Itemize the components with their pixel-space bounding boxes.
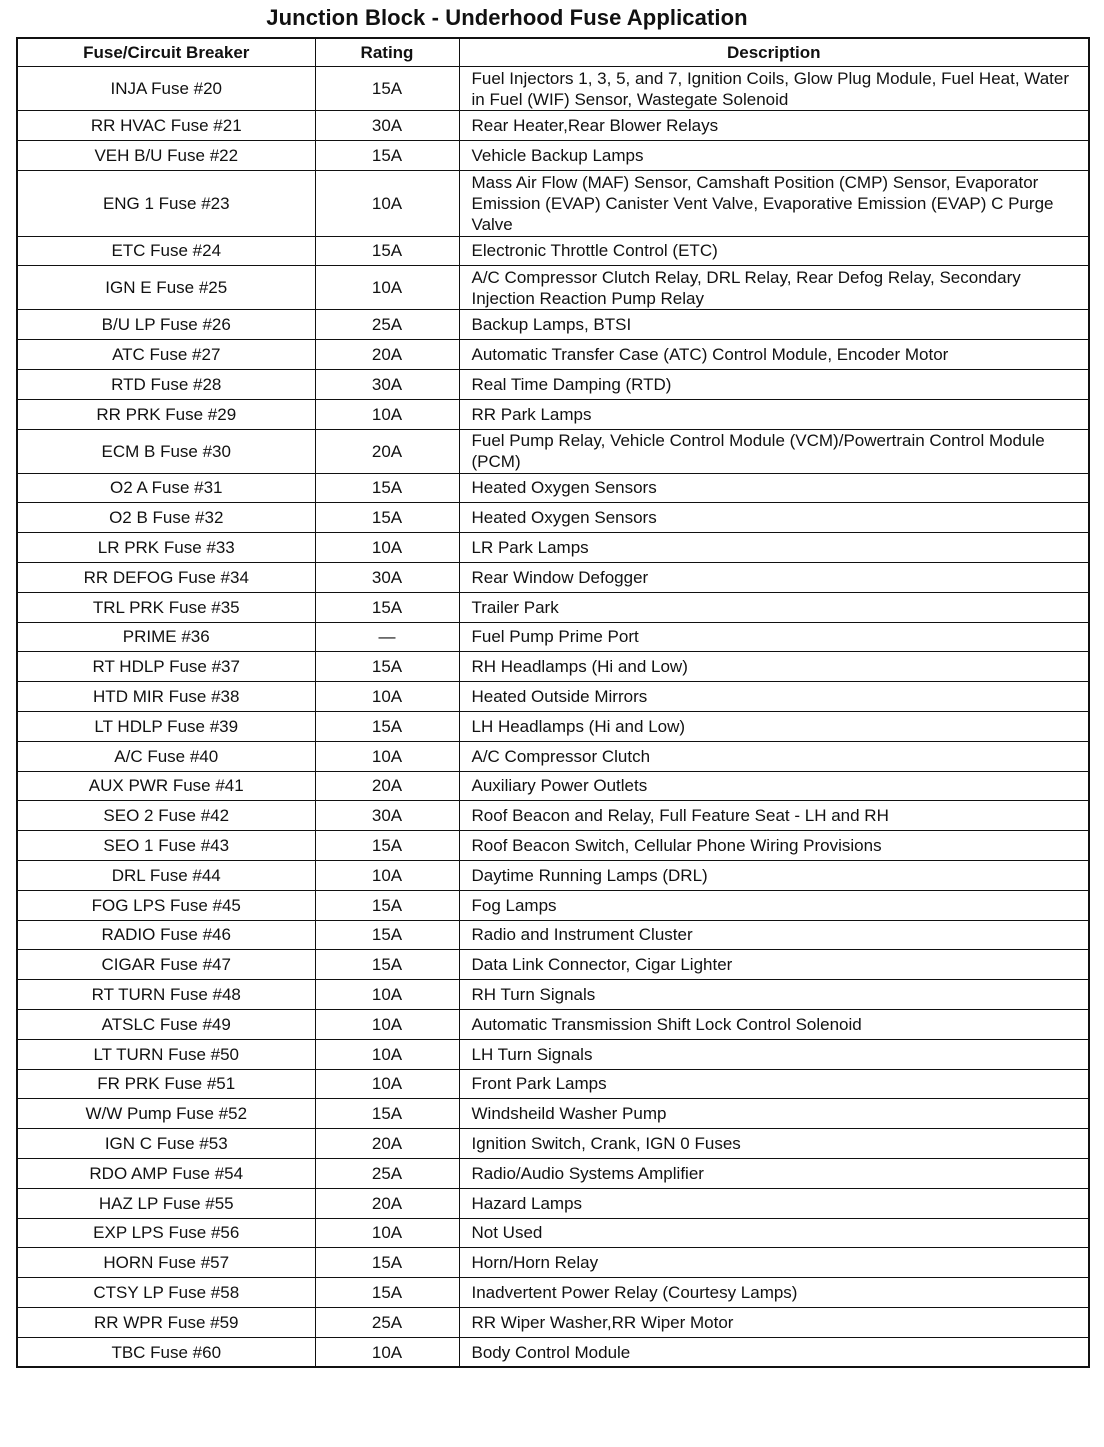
description-cell: Rear Window Defogger — [459, 562, 1089, 592]
description-cell: Fuel Pump Relay, Vehicle Control Module (VCM)/Powertrain Control Module (PCM) — [459, 429, 1089, 473]
fuse-name-cell: LT HDLP Fuse #39 — [17, 711, 315, 741]
table-row — [17, 429, 1089, 473]
table-row — [17, 67, 1089, 111]
rating-cell: 10A — [315, 399, 459, 429]
rating-cell: 10A — [315, 533, 459, 563]
description-cell: A/C Compressor Clutch — [459, 741, 1089, 771]
rating-cell: 10A — [315, 1337, 459, 1367]
fuse-name-cell: ECM B Fuse #30 — [17, 429, 315, 473]
description-cell: Horn/Horn Relay — [459, 1248, 1089, 1278]
table-row — [17, 1278, 1089, 1308]
rating-cell: 20A — [315, 1188, 459, 1218]
rating-cell: 10A — [315, 980, 459, 1010]
table-row — [17, 340, 1089, 370]
description-cell: Radio and Instrument Cluster — [459, 920, 1089, 950]
description-cell: RR Wiper Washer,RR Wiper Motor — [459, 1307, 1089, 1337]
table-header-row — [17, 38, 1089, 67]
rating-cell: 25A — [315, 1158, 459, 1188]
table-row — [17, 1099, 1089, 1129]
table-row — [17, 682, 1089, 712]
fuse-name-cell: SEO 2 Fuse #42 — [17, 801, 315, 831]
table-row — [17, 170, 1089, 236]
fuse-name-cell: INJA Fuse #20 — [17, 67, 315, 111]
description-cell: Roof Beacon Switch, Cellular Phone Wiring Provisions — [459, 831, 1089, 861]
rating-cell: 10A — [315, 266, 459, 310]
fuse-name-cell: ETC Fuse #24 — [17, 236, 315, 266]
description-cell: LH Turn Signals — [459, 1039, 1089, 1069]
table-row — [17, 1188, 1089, 1218]
table-row — [17, 622, 1089, 652]
fuse-name-cell: VEH B/U Fuse #22 — [17, 140, 315, 170]
fuse-name-cell: CIGAR Fuse #47 — [17, 950, 315, 980]
rating-cell: 10A — [315, 1218, 459, 1248]
rating-cell: 15A — [315, 503, 459, 533]
description-cell: Hazard Lamps — [459, 1188, 1089, 1218]
fuse-name-cell: PRIME #36 — [17, 622, 315, 652]
column-header-rating: Rating — [315, 38, 459, 67]
description-cell: Heated Oxygen Sensors — [459, 473, 1089, 503]
table-row — [17, 980, 1089, 1010]
table-row — [17, 236, 1089, 266]
rating-cell: 10A — [315, 741, 459, 771]
rating-cell: 15A — [315, 473, 459, 503]
rating-cell: 10A — [315, 170, 459, 236]
table-row — [17, 1009, 1089, 1039]
fuse-name-cell: B/U LP Fuse #26 — [17, 310, 315, 340]
table-row — [17, 831, 1089, 861]
fuse-name-cell: IGN E Fuse #25 — [17, 266, 315, 310]
fuse-name-cell: SEO 1 Fuse #43 — [17, 831, 315, 861]
rating-cell: 15A — [315, 67, 459, 111]
fuse-name-cell: RR PRK Fuse #29 — [17, 399, 315, 429]
rating-cell: 15A — [315, 236, 459, 266]
fuse-name-cell: FR PRK Fuse #51 — [17, 1069, 315, 1099]
description-cell: A/C Compressor Clutch Relay, DRL Relay, Rear Defog Relay, Secondary Injection Reaction Pump Relay — [459, 266, 1089, 310]
fuse-name-cell: ENG 1 Fuse #23 — [17, 170, 315, 236]
table-row — [17, 1129, 1089, 1159]
rating-cell: 15A — [315, 950, 459, 980]
description-cell: RH Headlamps (Hi and Low) — [459, 652, 1089, 682]
rating-cell: 15A — [315, 1099, 459, 1129]
rating-cell: 25A — [315, 1307, 459, 1337]
description-cell: Fog Lamps — [459, 890, 1089, 920]
rating-cell: 10A — [315, 1039, 459, 1069]
fuse-name-cell: A/C Fuse #40 — [17, 741, 315, 771]
rating-cell: 10A — [315, 860, 459, 890]
rating-cell: 15A — [315, 652, 459, 682]
rating-cell: 15A — [315, 140, 459, 170]
rating-cell: 15A — [315, 711, 459, 741]
fuse-name-cell: EXP LPS Fuse #56 — [17, 1218, 315, 1248]
table-row — [17, 592, 1089, 622]
column-header-fuse: Fuse/Circuit Breaker — [17, 38, 315, 67]
table-body — [17, 67, 1089, 1368]
rating-cell: 30A — [315, 562, 459, 592]
fuse-name-cell: IGN C Fuse #53 — [17, 1129, 315, 1159]
table-row — [17, 920, 1089, 950]
fuse-name-cell: RT TURN Fuse #48 — [17, 980, 315, 1010]
table-row — [17, 369, 1089, 399]
table-row — [17, 1307, 1089, 1337]
description-cell: Fuel Pump Prime Port — [459, 622, 1089, 652]
description-cell: Data Link Connector, Cigar Lighter — [459, 950, 1089, 980]
fuse-name-cell: RR HVAC Fuse #21 — [17, 111, 315, 141]
table-row — [17, 1218, 1089, 1248]
fuse-name-cell: DRL Fuse #44 — [17, 860, 315, 890]
table-row — [17, 111, 1089, 141]
description-cell: Vehicle Backup Lamps — [459, 140, 1089, 170]
fuse-name-cell: W/W Pump Fuse #52 — [17, 1099, 315, 1129]
column-header-description: Description — [459, 38, 1089, 67]
table-row — [17, 1158, 1089, 1188]
description-cell: Auxiliary Power Outlets — [459, 771, 1089, 801]
description-cell: Heated Oxygen Sensors — [459, 503, 1089, 533]
fuse-name-cell: LR PRK Fuse #33 — [17, 533, 315, 563]
rating-cell: 20A — [315, 429, 459, 473]
description-cell: Not Used — [459, 1218, 1089, 1248]
description-cell: Mass Air Flow (MAF) Sensor, Camshaft Position (CMP) Sensor, Evaporator Emission (EVAP) Canister Vent Valve, Evaporative Emission (EVAP) C Purge Valve — [459, 170, 1089, 236]
table-row — [17, 1069, 1089, 1099]
table-row — [17, 562, 1089, 592]
table-row — [17, 1248, 1089, 1278]
fuse-application-table — [16, 37, 1090, 1368]
fuse-name-cell: ATSLC Fuse #49 — [17, 1009, 315, 1039]
description-cell: Real Time Damping (RTD) — [459, 369, 1089, 399]
table-row — [17, 503, 1089, 533]
description-cell: Daytime Running Lamps (DRL) — [459, 860, 1089, 890]
fuse-name-cell: HAZ LP Fuse #55 — [17, 1188, 315, 1218]
fuse-name-cell: FOG LPS Fuse #45 — [17, 890, 315, 920]
fuse-name-cell: RADIO Fuse #46 — [17, 920, 315, 950]
table-row — [17, 473, 1089, 503]
rating-cell: 25A — [315, 310, 459, 340]
description-cell: Ignition Switch, Crank, IGN 0 Fuses — [459, 1129, 1089, 1159]
rating-cell: 20A — [315, 1129, 459, 1159]
table-row — [17, 890, 1089, 920]
fuse-name-cell: TBC Fuse #60 — [17, 1337, 315, 1367]
fuse-name-cell: O2 B Fuse #32 — [17, 503, 315, 533]
rating-cell: — — [315, 622, 459, 652]
table-row — [17, 140, 1089, 170]
fuse-name-cell: ATC Fuse #27 — [17, 340, 315, 370]
table-row — [17, 741, 1089, 771]
description-cell: Inadvertent Power Relay (Courtesy Lamps) — [459, 1278, 1089, 1308]
rating-cell: 15A — [315, 890, 459, 920]
fuse-name-cell: AUX PWR Fuse #41 — [17, 771, 315, 801]
rating-cell: 30A — [315, 369, 459, 399]
fuse-name-cell: RT HDLP Fuse #37 — [17, 652, 315, 682]
table-row — [17, 266, 1089, 310]
rating-cell: 15A — [315, 592, 459, 622]
rating-cell: 30A — [315, 111, 459, 141]
fuse-name-cell: RR DEFOG Fuse #34 — [17, 562, 315, 592]
description-cell: Automatic Transmission Shift Lock Control Solenoid — [459, 1009, 1089, 1039]
rating-cell: 10A — [315, 1009, 459, 1039]
description-cell: Automatic Transfer Case (ATC) Control Module, Encoder Motor — [459, 340, 1089, 370]
table-row — [17, 533, 1089, 563]
rating-cell: 15A — [315, 1278, 459, 1308]
table-row — [17, 1039, 1089, 1069]
table-row — [17, 771, 1089, 801]
rating-cell: 15A — [315, 831, 459, 861]
description-cell: Front Park Lamps — [459, 1069, 1089, 1099]
table-row — [17, 310, 1089, 340]
fuse-name-cell: CTSY LP Fuse #58 — [17, 1278, 315, 1308]
rating-cell: 30A — [315, 801, 459, 831]
description-cell: Trailer Park — [459, 592, 1089, 622]
fuse-name-cell: LT TURN Fuse #50 — [17, 1039, 315, 1069]
description-cell: LR Park Lamps — [459, 533, 1089, 563]
rating-cell: 20A — [315, 771, 459, 801]
description-cell: Radio/Audio Systems Amplifier — [459, 1158, 1089, 1188]
description-cell: LH Headlamps (Hi and Low) — [459, 711, 1089, 741]
description-cell: Heated Outside Mirrors — [459, 682, 1089, 712]
fuse-name-cell: RDO AMP Fuse #54 — [17, 1158, 315, 1188]
description-cell: RR Park Lamps — [459, 399, 1089, 429]
table-row — [17, 399, 1089, 429]
fuse-name-cell: HTD MIR Fuse #38 — [17, 682, 315, 712]
fuse-name-cell: O2 A Fuse #31 — [17, 473, 315, 503]
description-cell: Body Control Module — [459, 1337, 1089, 1367]
description-cell: Rear Heater,Rear Blower Relays — [459, 111, 1089, 141]
rating-cell: 20A — [315, 340, 459, 370]
fuse-name-cell: RTD Fuse #28 — [17, 369, 315, 399]
rating-cell: 10A — [315, 682, 459, 712]
table-row — [17, 950, 1089, 980]
fuse-name-cell: RR WPR Fuse #59 — [17, 1307, 315, 1337]
rating-cell: 10A — [315, 1069, 459, 1099]
description-cell: Roof Beacon and Relay, Full Feature Seat - LH and RH — [459, 801, 1089, 831]
table-row — [17, 652, 1089, 682]
rating-cell: 15A — [315, 1248, 459, 1278]
description-cell: Electronic Throttle Control (ETC) — [459, 236, 1089, 266]
table-row — [17, 860, 1089, 890]
table-row — [17, 1337, 1089, 1367]
table-row — [17, 711, 1089, 741]
fuse-name-cell: TRL PRK Fuse #35 — [17, 592, 315, 622]
table-row — [17, 801, 1089, 831]
description-cell: RH Turn Signals — [459, 980, 1089, 1010]
description-cell: Windsheild Washer Pump — [459, 1099, 1089, 1129]
fuse-name-cell: HORN Fuse #57 — [17, 1248, 315, 1278]
rating-cell: 15A — [315, 920, 459, 950]
description-cell: Backup Lamps, BTSI — [459, 310, 1089, 340]
description-cell: Fuel Injectors 1, 3, 5, and 7, Ignition Coils, Glow Plug Module, Fuel Heat, Water in Fuel (WIF) Sensor, Wastegate Solenoid — [459, 67, 1089, 111]
page-title: Junction Block - Underhood Fuse Application — [266, 5, 748, 30]
